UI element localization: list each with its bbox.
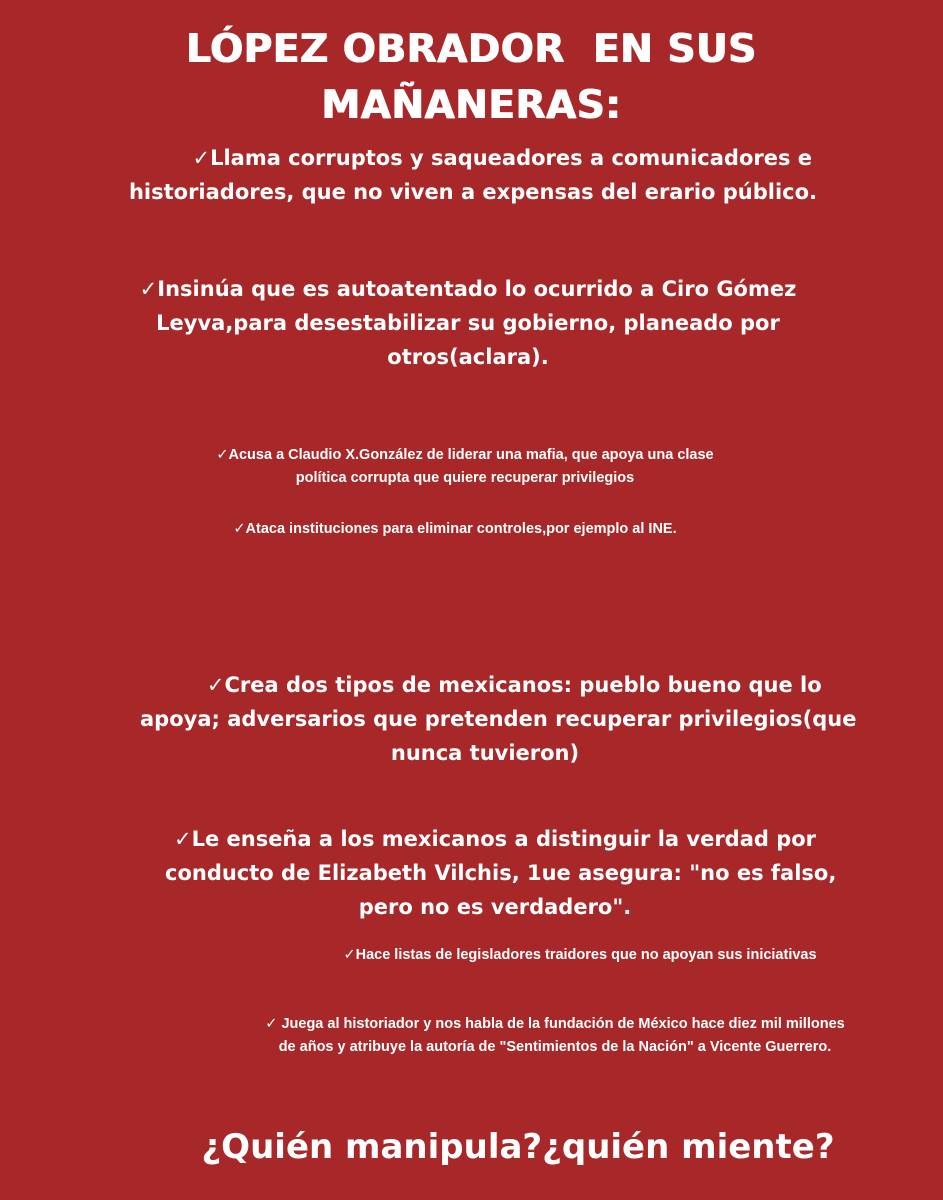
checkmark-icon: ✓ xyxy=(265,1016,282,1032)
checkmark-icon: ✓ xyxy=(173,827,192,851)
bullet-line: ✓Crea dos tipos de mexicanos: pueblo bueno que lo xyxy=(206,673,822,697)
bullet-line: Leyva,para desestabilizar su gobierno, planeado por xyxy=(156,311,780,335)
checkmark-icon: ✓ xyxy=(343,947,356,963)
bullet-line: historiadores, que no viven a expensas del erario público. xyxy=(128,180,818,204)
bullet-line: ✓Llama corruptos y saqueadores a comunicadores e xyxy=(192,146,813,170)
title-line-2: MAÑANERAS: xyxy=(321,83,622,128)
bullet-line: ✓ Juega al historiador y nos habla de la fundación de México hace diez mil millones xyxy=(265,1016,845,1032)
bullet-item-1 xyxy=(118,141,828,209)
bullet-line: pero no es verdadero". xyxy=(358,895,632,919)
bullet-line: ✓Le enseña a los mexicanos a distinguir la verdad por xyxy=(173,827,817,851)
title-line-1: LÓPEZ OBRADOR EN SUS xyxy=(186,27,757,72)
bullet-line: ✓Insinúa que es autoatentado lo ocurrido a Ciro Gómez xyxy=(139,277,797,301)
bullet-item-5 xyxy=(140,668,857,770)
bullet-line: ✓Ataca instituciones para eliminar controles,por ejemplo al INE. xyxy=(233,521,677,537)
bullet-item-4 xyxy=(150,518,760,541)
bullet-line: conducto de Elizabeth Vilchis, 1ue asegura: "no es falso, xyxy=(165,861,837,885)
checkmark-icon: ✓ xyxy=(233,521,246,537)
bullet-line: otros(aclara). xyxy=(387,345,549,369)
checkmark-icon: ✓ xyxy=(192,146,211,170)
bullet-line: de años y atribuye la autoría de "Sentimientos de la Nación" a Vicente Guerrero. xyxy=(278,1039,832,1055)
bullet-item-8 xyxy=(200,1013,910,1059)
bullet-line: ✓Hace listas de legisladores traidores que no apoyan sus iniciativas xyxy=(343,947,817,963)
checkmark-icon: ✓ xyxy=(216,447,229,463)
checkmark-icon: ✓ xyxy=(206,673,225,697)
checkmark-icon: ✓ xyxy=(139,277,158,301)
closing-question: ¿Quién manipula?¿quién miente? xyxy=(201,1127,835,1167)
bullet-line: apoya; adversarios que pretenden recuperar privilegios(que xyxy=(140,707,857,731)
bullet-item-2 xyxy=(118,272,818,374)
bullet-line: nunca tuvieron) xyxy=(390,741,580,765)
bullet-item-6 xyxy=(165,822,837,924)
bullet-line: ✓Acusa a Claudio X.González de liderar una mafia, que apoya una clase xyxy=(216,447,714,463)
bullet-item-7 xyxy=(285,944,875,967)
poster-title xyxy=(0,22,943,134)
bullet-item-3 xyxy=(130,444,800,490)
bullet-line: política corrupta que quiere recuperar privilegios xyxy=(295,470,635,486)
